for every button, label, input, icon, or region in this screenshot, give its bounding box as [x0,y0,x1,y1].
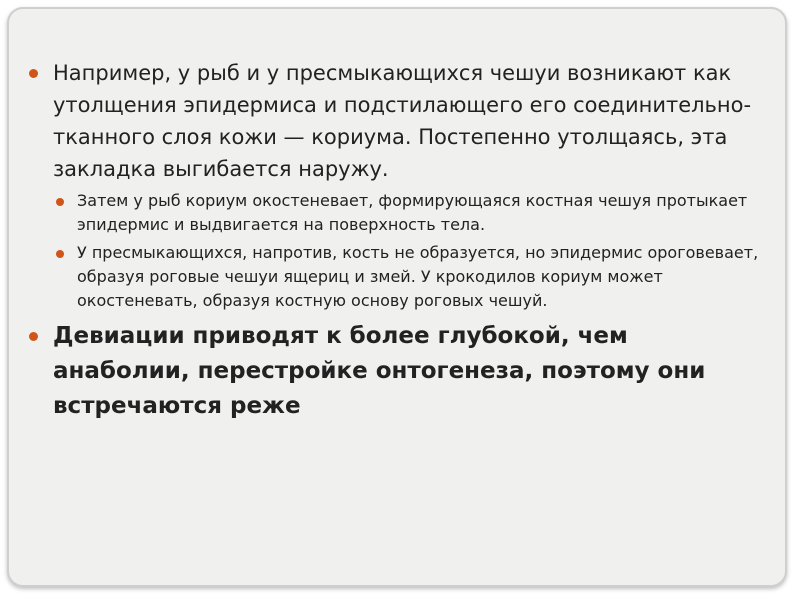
bullet-icon [29,332,38,341]
bullet-icon [56,198,64,206]
list-item-text: Например, у рыб и у пресмыкающихся чешуи возникают как утолщения эпидермиса и подстилающего его соединительно-тканного слоя кожи — кориума. Постепенно утолщаясь, эта закладка выгибается наружу. [53,61,752,181]
bullet-list [29,57,759,428]
list-item-emphasis [29,319,759,424]
bullet-icon [56,250,64,258]
sub-list-item-text: У пресмыкающихся, напротив, кость не образуется, но эпидермис ороговевает, образуя роговые чешуи ящериц и змей. У крокодилов кориум может окостеневать, образуя костную основу роговых чешуй. [77,243,759,310]
sub-list-item [29,241,759,313]
sub-list-item-text: Затем у рыб кориум окостеневает, формирующаяся костная чешуя протыкает эпидермис и выдвигается на поверхность тела. [77,191,748,234]
content-panel [7,7,787,587]
bullet-icon [29,69,38,78]
sub-list-item [29,189,759,237]
list-item-text: Девиации приводят к более глубокой, чем анаболии, перестройке онтогенеза, поэтому они встречаются реже [53,323,706,419]
list-item [29,57,759,185]
